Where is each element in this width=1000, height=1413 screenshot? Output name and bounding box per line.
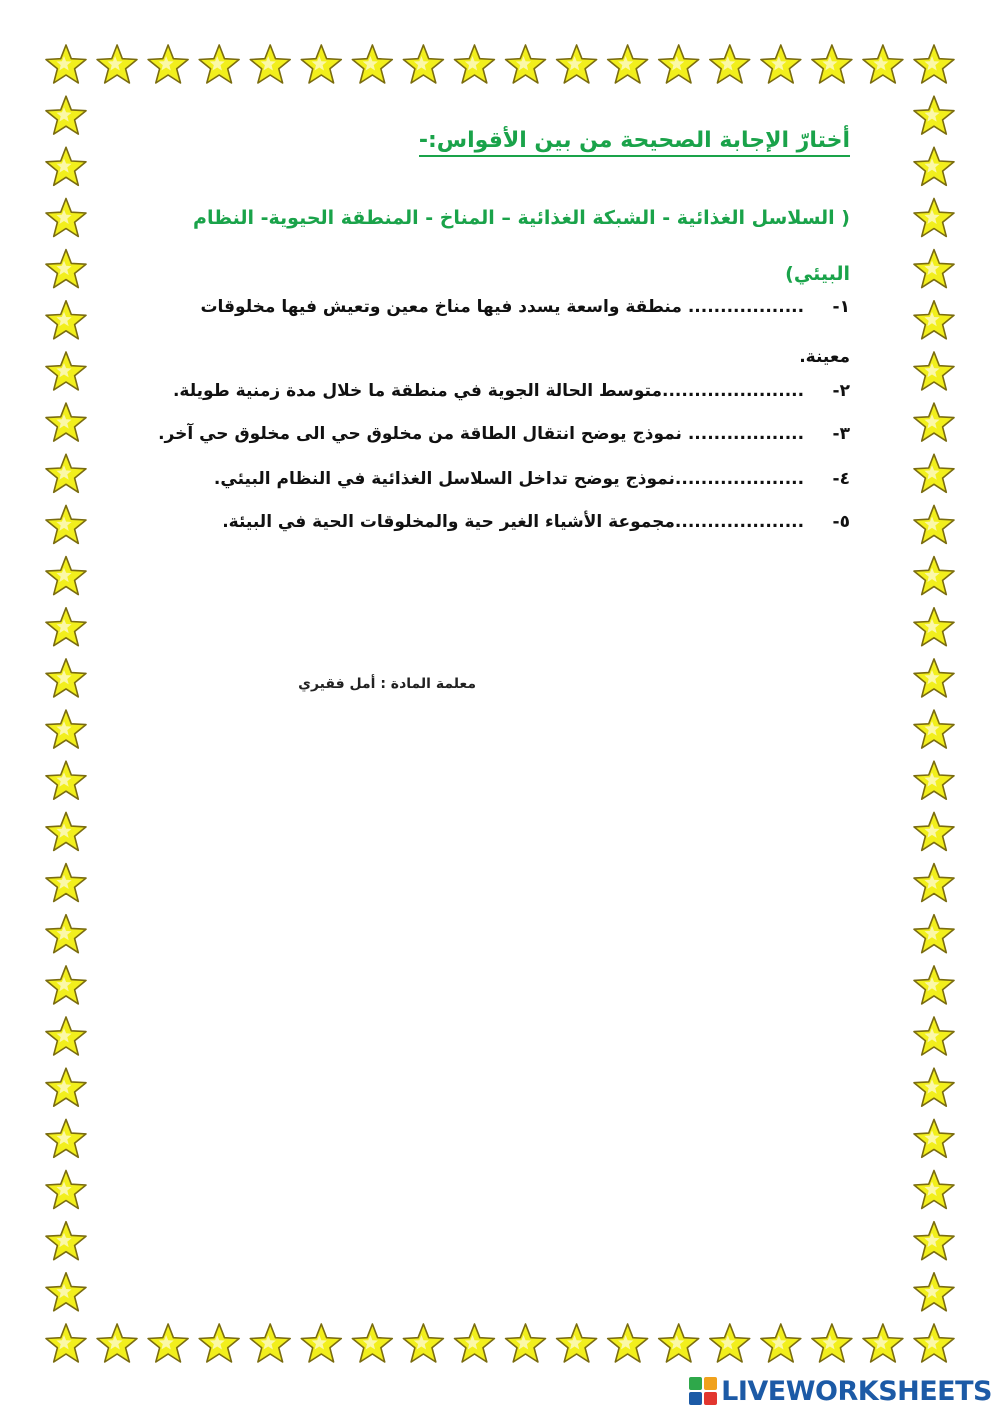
star-icon	[506, 45, 546, 83]
star-icon	[914, 710, 954, 748]
star-icon	[46, 352, 86, 390]
star-icon	[914, 864, 954, 902]
star-icon	[455, 45, 495, 83]
star-icon	[761, 1324, 801, 1362]
star-icon	[914, 96, 954, 134]
question-number: ٢-	[832, 381, 850, 401]
star-icon	[46, 45, 86, 83]
star-icon	[46, 403, 86, 441]
question-5	[150, 497, 850, 547]
star-icon	[46, 1324, 86, 1362]
star-icon	[403, 45, 443, 83]
star-icon	[46, 454, 86, 492]
star-icon	[914, 659, 954, 697]
star-icon	[914, 1068, 954, 1106]
star-icon	[710, 1324, 750, 1362]
answer-blank[interactable]: ....................	[674, 512, 805, 532]
star-icon	[914, 557, 954, 595]
star-icon	[403, 1324, 443, 1362]
star-icon	[301, 45, 341, 83]
answer-blank[interactable]: ......................	[662, 381, 805, 401]
star-icon	[46, 557, 86, 595]
answer-blank[interactable]: ....................	[674, 469, 805, 489]
star-icon	[46, 250, 86, 288]
question-text: نموذج يوضح تداخل السلاسل الغذائية في النظام البيئي.	[213, 469, 675, 489]
star-icon	[914, 147, 954, 185]
star-icon	[710, 45, 750, 83]
answer-blank[interactable]: ..................	[687, 424, 805, 444]
star-icon	[914, 454, 954, 492]
star-icon	[914, 352, 954, 390]
star-icon	[46, 505, 86, 543]
star-icon	[914, 812, 954, 850]
star-icon	[914, 250, 954, 288]
star-icon	[914, 199, 954, 237]
star-icon	[659, 45, 699, 83]
star-icon	[46, 915, 86, 953]
star-icon	[557, 45, 597, 83]
watermark-text: LIVEWORKSHEETS	[721, 1375, 992, 1407]
star-icon	[46, 199, 86, 237]
star-icon	[199, 1324, 239, 1362]
page-title: أختارّ الإجابة الصحيحة من بين الأقواس:-	[419, 128, 850, 157]
star-icon	[914, 966, 954, 1004]
star-icon	[301, 1324, 341, 1362]
question-text: منطقة واسعة يسدد فيها مناخ معين وتعيش فيها مخلوقات معينة.	[200, 297, 850, 367]
question-text: نموذج يوضح انتقال الطاقة من مخلوق حي الى مخلوق حي آخر.	[158, 424, 682, 444]
star-icon	[97, 45, 137, 83]
star-icon	[46, 301, 86, 339]
liveworksheets-logo[interactable]	[689, 1375, 992, 1407]
star-icon	[914, 1324, 954, 1362]
star-icon	[863, 45, 903, 83]
star-icon	[46, 1222, 86, 1260]
star-icon	[914, 608, 954, 646]
star-icon	[46, 864, 86, 902]
star-icon	[914, 1222, 954, 1260]
star-icon	[97, 1324, 137, 1362]
star-icon	[914, 301, 954, 339]
star-icon	[659, 1324, 699, 1362]
star-icon	[46, 1119, 86, 1157]
star-icon	[914, 403, 954, 441]
star-icon	[46, 710, 86, 748]
star-icon	[914, 1017, 954, 1055]
star-icon	[506, 1324, 546, 1362]
star-icon	[914, 1273, 954, 1311]
star-icon	[148, 45, 188, 83]
star-icon	[46, 147, 86, 185]
question-number: ٥-	[832, 512, 850, 532]
star-icon	[148, 1324, 188, 1362]
question-text: مجموعة الأشياء الغير حية والمخلوقات الحية في البيئة.	[222, 512, 675, 532]
question-3	[150, 409, 850, 459]
star-icon	[914, 1119, 954, 1157]
answer-blank[interactable]: ..................	[687, 297, 805, 317]
star-icon	[46, 1068, 86, 1106]
liveworksheets-logo-icon	[689, 1377, 717, 1405]
star-icon	[46, 761, 86, 799]
star-icon	[863, 1324, 903, 1362]
star-icon	[761, 45, 801, 83]
star-icon	[46, 96, 86, 134]
star-icon	[812, 45, 852, 83]
star-icon	[250, 1324, 290, 1362]
star-icon	[352, 1324, 392, 1362]
star-icon	[914, 761, 954, 799]
star-icon	[199, 45, 239, 83]
answer-options-line-2: البيئي)	[785, 263, 850, 285]
question-text: متوسط الحالة الجوية في منطقة ما خلال مدة زمنية طويلة.	[172, 381, 662, 401]
star-icon	[914, 45, 954, 83]
star-icon	[46, 1171, 86, 1209]
star-icon	[46, 1017, 86, 1055]
star-icon	[46, 1273, 86, 1311]
question-number: ٣-	[832, 424, 850, 444]
star-icon	[46, 608, 86, 646]
star-icon	[608, 45, 648, 83]
star-icon	[914, 505, 954, 543]
star-icon	[455, 1324, 495, 1362]
star-icon	[812, 1324, 852, 1362]
star-icon	[352, 45, 392, 83]
star-icon	[46, 966, 86, 1004]
star-icon	[914, 915, 954, 953]
star-icon	[914, 1171, 954, 1209]
question-number: ٤-	[832, 469, 850, 489]
teacher-signature: معلمة المادة : أمل فقيري	[298, 676, 476, 692]
star-icon	[608, 1324, 648, 1362]
answer-options-line-1: ( السلاسل الغذائية - الشبكة الغذائية – المناخ - المنطقة الحيوية- النظام	[193, 207, 850, 229]
star-icon	[557, 1324, 597, 1362]
question-number: ١-	[832, 297, 850, 317]
star-icon	[250, 45, 290, 83]
star-icon	[46, 812, 86, 850]
